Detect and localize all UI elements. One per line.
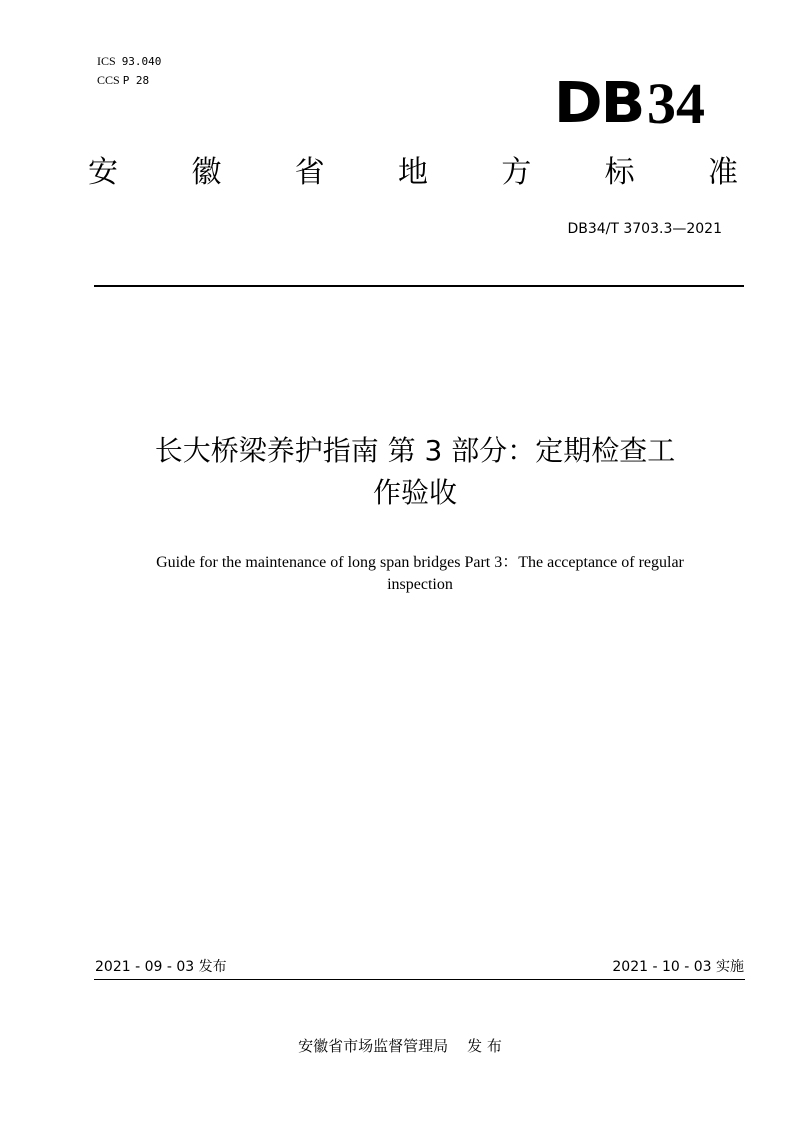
ccs-classification <box>91 59 149 88</box>
publisher: 安徽省市场监督管理局 发 布 <box>298 1037 502 1055</box>
implementation-date: 2021 - 10 - 03 实施 <box>612 959 744 975</box>
db-letters: DB <box>553 71 644 136</box>
standard-number: DB34/T 3703.3—2021 <box>567 221 722 237</box>
english-title-line-2: inspection <box>387 576 453 593</box>
standard-type-char: 省 <box>294 155 325 190</box>
title-line-1: 长大桥梁养护指南 第 3 部分：定期检查工 <box>154 434 676 467</box>
ccs-code: P 28 <box>122 74 150 87</box>
standard-type-char: 地 <box>397 155 428 190</box>
footer-divider <box>94 979 745 980</box>
standard-type-char: 安 <box>88 155 118 190</box>
ccs-label: CCS <box>97 73 120 87</box>
standard-type-char: 标 <box>604 155 635 190</box>
standard-type-heading <box>88 153 738 193</box>
header-divider <box>94 285 744 287</box>
standard-type-char: 徽 <box>191 155 222 190</box>
ics-code: 93.040 <box>121 55 162 68</box>
db-number: 34 <box>647 71 705 136</box>
document-title <box>70 430 760 514</box>
ics-label: ICS <box>97 54 116 68</box>
standard-type-char: 方 <box>501 155 532 190</box>
title-line-2: 作验收 <box>372 476 457 509</box>
english-title-line-1: Guide for the maintenance of long span bridges Part 3：The acceptance of regular <box>156 554 684 571</box>
db34-logo <box>553 70 705 136</box>
release-date: 2021 - 09 - 03 发布 <box>95 959 227 975</box>
standard-type-char: 准 <box>707 155 738 190</box>
english-title <box>95 552 745 596</box>
